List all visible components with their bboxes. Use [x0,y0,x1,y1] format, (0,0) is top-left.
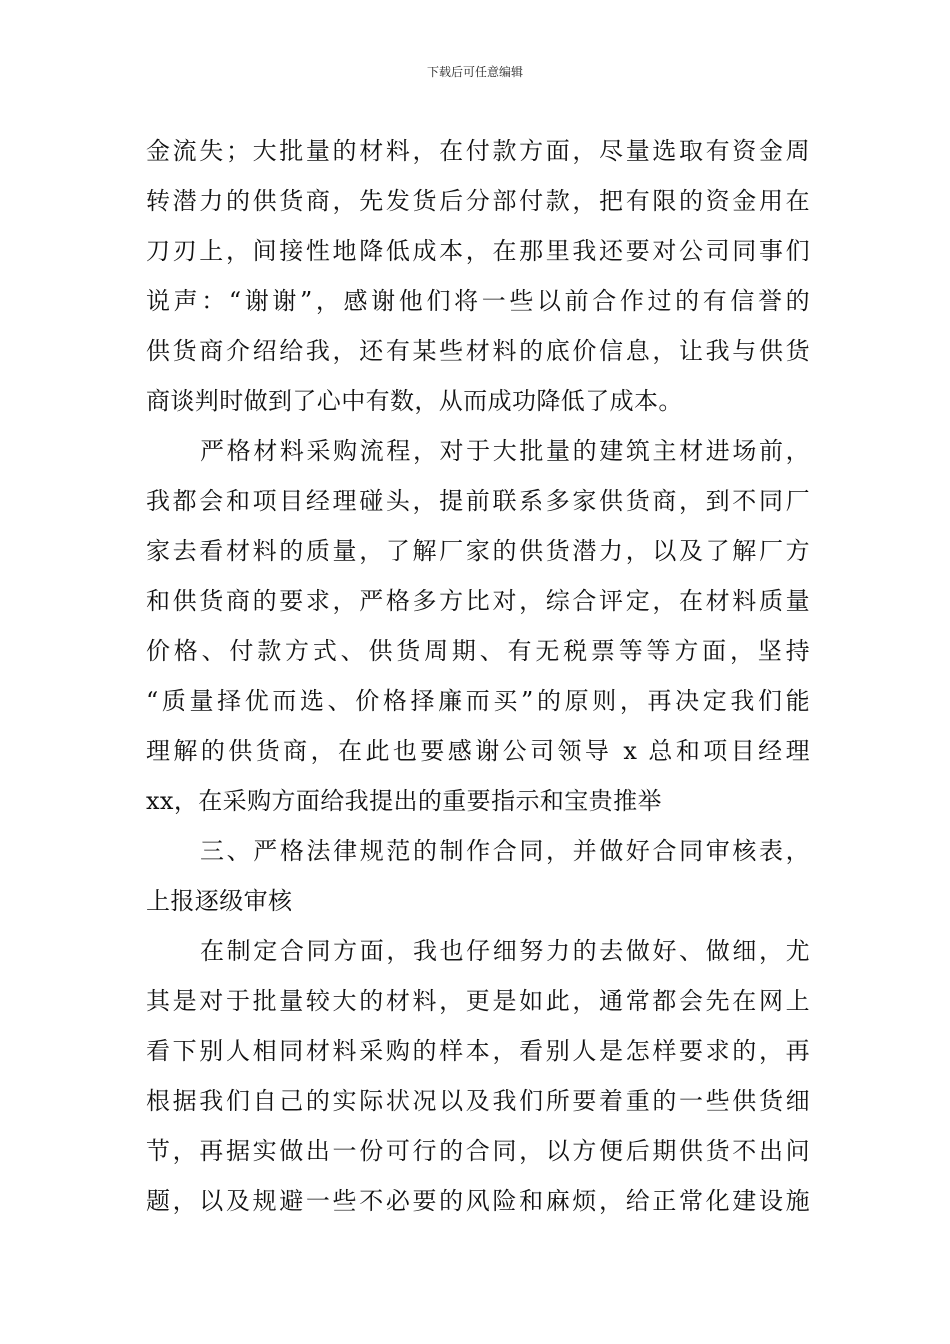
document-body [146,126,810,1226]
text-line: 节，再据实做出一份可行的合同，以方便后期供货不出问 [146,1137,810,1165]
text-line: 看下别人相同材料采购的样本，看别人是怎样要求的，再 [146,1037,810,1065]
text-line: 供货商介绍给我，还有某些材料的底价信息，让我与供货 [146,337,810,365]
text-line: 说声：“谢谢”，感谢他们将一些以前合作过的有信誉的 [146,287,810,315]
text-line: 严格材料采购流程，对于大批量的建筑主材进场前， [200,437,810,465]
text-line: 家去看材料的质量，了解厂家的供货潜力，以及了解厂方 [146,537,810,565]
text-line: 题，以及规避一些不必要的风险和麻烦，给正常化建设施 [146,1187,810,1215]
text-line: 我都会和项目经理碰头，提前联系多家供货商，到不同厂 [146,487,810,515]
text-line: 金流失；大批量的材料，在付款方面，尽量选取有资金周 [146,137,810,165]
text-line: 三、严格法律规范的制作合同，并做好合同审核表， [200,837,810,865]
paragraph-2 [146,426,810,826]
text-line: 上报逐级审核 [146,887,293,915]
text-line: 商谈判时做到了心中有数，从而成功降低了成本。 [146,387,683,415]
paragraph-1 [146,126,810,426]
section-heading-3 [146,826,810,926]
text-line: 其是对于批量较大的材料，更是如此，通常都会先在网上 [146,987,810,1015]
text-line: 在制定合同方面，我也仔细努力的去做好、做细，尤 [200,937,810,965]
text-line: 和供货商的要求，严格多方比对，综合评定，在材料质量 [146,587,810,615]
text-line: 转潜力的供货商，先发货后分部付款，把有限的资金用在 [146,187,810,215]
text-line: 理解的供货商，在此也要感谢公司领导 x 总和项目经理 [146,737,810,765]
text-line: 价格、付款方式、供货周期、有无税票等等方面，坚持 [146,637,810,665]
paragraph-4 [146,926,810,1226]
text-line: 根据我们自己的实际状况以及我们所要着重的一些供货细 [146,1087,810,1115]
text-line: 刀刃上，间接性地降低成本，在那里我还要对公司同事们 [146,237,810,265]
text-line: xx，在采购方面给我提出的重要指示和宝贵推举 [146,787,662,815]
page-header: 下载后可任意编辑 [426,65,523,79]
text-line: “质量择优而选、价格择廉而买”的原则，再决定我们能 [146,687,810,715]
